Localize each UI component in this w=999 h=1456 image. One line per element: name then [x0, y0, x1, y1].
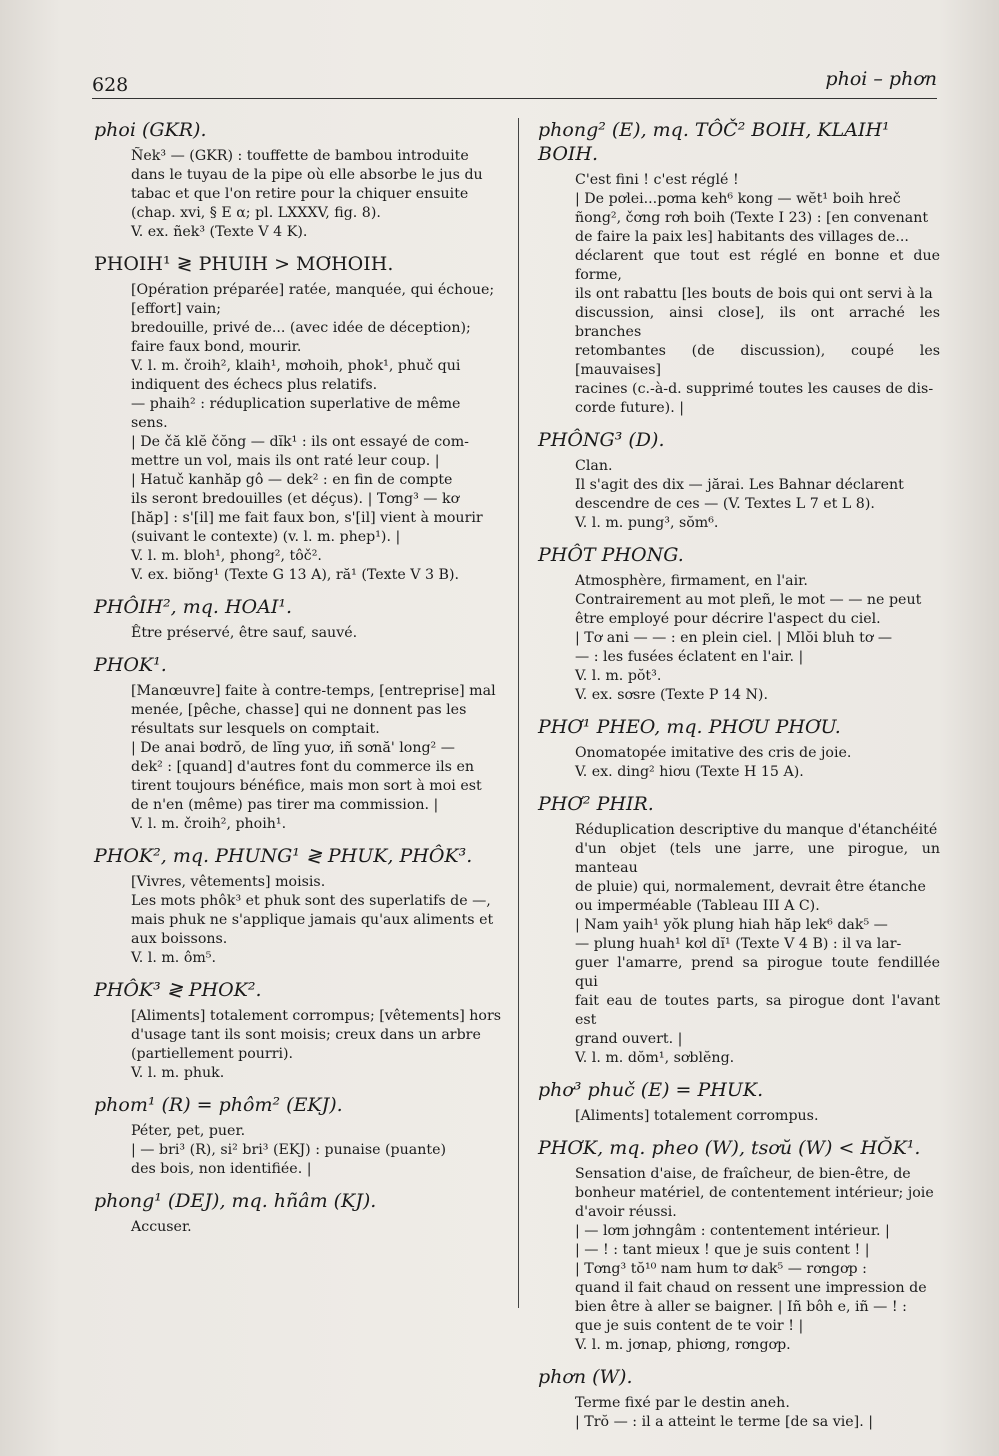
entry-line: ou imperméable (Tableau III A C). — [575, 898, 820, 914]
entry-body — [90, 1122, 508, 1179]
entry-line: bien être à aller se baigner. | Iñ bôh e, iñ — ! : — [575, 1299, 907, 1315]
entry-body — [90, 624, 508, 643]
entry-line: V. ex. biŏng¹ (Texte G 13 A), ră¹ (Texte V 3 B). — [131, 567, 459, 583]
entry-body — [534, 1165, 940, 1355]
entry-line: V. l. m. dŏm¹, sơblĕng. — [575, 1050, 735, 1066]
entry-line: grand ouvert. | — [575, 1031, 683, 1047]
entry-line: discussion, ainsi close], ils ont arraché les branches — [575, 305, 945, 340]
entry-line: de n'en (même) pas tirer ma commission. | — [131, 797, 439, 813]
entry-line: mais phuk ne s'applique jamais qu'aux aliments et — [131, 912, 494, 928]
entry-line: d'un objet (tels une jarre, une pirogue, un manteau — [575, 841, 945, 876]
entry-line: [hăp] : s'[il] me fait faux bon, s'[il] vient à mourir — [131, 510, 483, 526]
entry-line: | Trŏ — : il a atteint le terme [de sa vie]. | — [575, 1414, 874, 1430]
entry-headword: phơn (W). — [538, 1366, 633, 1388]
entry-line: V. ex. ding² hiơu (Texte H 15 A). — [575, 764, 804, 780]
entry-line: aux boissons. — [131, 931, 228, 947]
entry-line: ils ont rabattu [les bouts de bois qui ont servi à la — [575, 286, 933, 302]
dictionary-entry — [534, 543, 940, 705]
entry-line: Clan. — [575, 458, 613, 474]
dictionary-entry — [90, 978, 508, 1083]
dictionary-entry — [90, 1093, 508, 1179]
entry-line: [Aliments] totalement corrompus. — [575, 1108, 819, 1124]
entry-line: | — lơm jơhngâm : contentement intérieur. | — [575, 1223, 890, 1239]
dictionary-entry — [534, 428, 940, 533]
entry-line: d'avoir réussi. — [575, 1204, 677, 1220]
entry-line: Réduplication descriptive du manque d'étanchéité — [575, 822, 938, 838]
entry-body — [90, 873, 508, 968]
entry-line: Péter, pet, puer. — [131, 1123, 246, 1139]
entry-line: — : les fusées éclatent en l'air. | — [575, 649, 804, 665]
left-column — [90, 112, 508, 1247]
entry-line: tirent toujours bénéfice, mais mon sort à moi est — [131, 778, 482, 794]
entry-line: Onomatopée imitative des cris de joie. — [575, 745, 852, 761]
entry-line: mettre un vol, mais ils ont raté leur coup. | — [131, 453, 440, 469]
entry-headword: PHOK¹. — [94, 654, 167, 676]
running-head: phoi – phơn — [825, 68, 937, 90]
entry-headword: PHÔNG³ (D). — [538, 429, 665, 451]
entry-line: bonheur matériel, de contentement intérieur; joie — [575, 1185, 934, 1201]
entry-line: Il s'agit des dix — jărai. Les Bahnar déclarent — [575, 477, 904, 493]
page-header — [92, 66, 937, 99]
dictionary-entry — [534, 1365, 940, 1432]
entry-line: Terme fixé par le destin aneh. — [575, 1395, 790, 1411]
entry-line: Accuser. — [131, 1219, 192, 1235]
entry-line: résultats sur lesquels on comptait. — [131, 721, 380, 737]
dictionary-entry — [534, 118, 945, 418]
entry-body — [534, 1107, 940, 1126]
entry-body — [90, 147, 508, 242]
entry-line: Contrairement au mot pleñ, le mot — — ne peut — [575, 592, 922, 608]
entry-line: C'est fini ! c'est réglé ! — [575, 172, 739, 188]
dictionary-entry — [90, 595, 508, 643]
dictionary-entry — [90, 653, 508, 834]
dictionary-entry — [90, 844, 508, 968]
entry-line: [Opération préparée] ratée, manquée, qui échoue; — [131, 282, 495, 298]
entry-line: Ñek³ — (GKR) : touffette de bambou introduite — [131, 148, 469, 164]
dictionary-entry — [90, 1189, 508, 1237]
entry-line: retombantes (de discussion), coupé les [mauvaises] — [575, 343, 945, 378]
entry-line: bredouille, privé de... (avec idée de déception); — [131, 320, 471, 336]
dictionary-entry — [534, 1078, 940, 1126]
entry-line: V. ex. sơsre (Texte P 14 N). — [575, 687, 768, 703]
dictionary-entry — [90, 118, 508, 242]
entry-line: (suivant le contexte) (v. l. m. phep¹). | — [131, 529, 401, 545]
entry-line: V. l. m. ôm⁵. — [131, 950, 217, 966]
entry-line: | Nam yaih¹ yŏk plung hiah hăp lek⁶ dak⁵ — — [575, 917, 888, 933]
entry-line: V. l. m. čroih², phoih¹. — [131, 816, 287, 832]
entry-line: fait eau de toutes parts, sa pirogue dont l'avant est — [575, 993, 945, 1028]
entry-line: dek² : [quand] d'autres font du commerce ils en — [131, 759, 474, 775]
dictionary-entry — [534, 792, 945, 1068]
entry-headword: PHÔIH², mq. HOAI¹. — [94, 596, 292, 618]
entry-headword: PHOK², mq. PHUNG¹ ≷ PHUK, PHÔK³. — [94, 845, 473, 867]
entry-body — [534, 572, 940, 705]
entry-line: ñong², čơng rơh boih (Texte I 23) : [en convenant — [575, 210, 929, 226]
entry-line: (partiellement pourri). — [131, 1046, 294, 1062]
entry-line: guer l'amarre, prend sa pirogue toute fendillée qui — [575, 955, 945, 990]
entry-line: [Manœuvre] faite à contre-temps, [entreprise] mal — [131, 683, 496, 699]
entry-line: sens. — [131, 415, 168, 431]
entry-body — [90, 281, 508, 585]
entry-headword: phơ³ phuč (E) = PHUK. — [538, 1079, 764, 1101]
entry-line: | Tơng³ tŏ¹⁰ nam hum tơ dak⁵ — rơngơp : — [575, 1261, 867, 1277]
entry-line: descendre de ces — (V. Textes L 7 et L 8). — [575, 496, 875, 512]
entry-line: | De čă klĕ čŏng — dĭk¹ : ils ont essayé de com- — [131, 434, 469, 450]
entry-headword: phong² (E), mq. TÔČ² BOIH, KLAIH¹ BOIH. — [538, 119, 890, 165]
page-number: 628 — [92, 74, 129, 96]
dictionary-entry — [90, 252, 508, 585]
entry-line: | Hatuč kanhăp gô — dek² : en fin de compte — [131, 472, 453, 488]
entry-line: de faire la paix les] habitants des villages de... — [575, 229, 909, 245]
entry-headword: PHOIH¹ ≷ PHUIH > MƠHOIH. — [94, 253, 394, 275]
entry-line: V. l. m. pŏt³. — [575, 668, 662, 684]
entry-body — [534, 171, 945, 418]
entry-line: V. l. m. jơnap, phiơng, rơngơp. — [575, 1337, 791, 1353]
entry-line: | — ! : tant mieux ! que je suis content ! | — [575, 1242, 870, 1258]
entry-body — [90, 682, 508, 834]
entry-line: [effort] vain; — [131, 301, 222, 317]
dictionary-entry — [534, 715, 940, 782]
entry-body — [534, 821, 945, 1068]
entry-body — [534, 1394, 940, 1432]
entry-line: de pluie) qui, normalement, devrait être étanche — [575, 879, 926, 895]
entry-line: racines (c.-à-d. supprimé toutes les causes de dis- — [575, 381, 934, 397]
entry-line: des bois, non identifiée. | — [131, 1161, 312, 1177]
entry-headword: PHƠ¹ PHEO, mq. PHƠU PHƠU. — [538, 716, 841, 738]
entry-line: V. l. m. čroih², klaih¹, mơhoih, phok¹, phuč qui — [131, 358, 461, 374]
entry-line: indiquent des échecs plus relatifs. — [131, 377, 378, 393]
entry-body — [90, 1218, 508, 1237]
entry-line: | Tơ ani — — : en plein ciel. | Mlŏi bluh tơ — — [575, 630, 893, 646]
entry-line: V. l. m. phuk. — [131, 1065, 225, 1081]
entry-line: [Vivres, vêtements] moisis. — [131, 874, 326, 890]
entry-line: faire faux bond, mourir. — [131, 339, 302, 355]
entry-line: Sensation d'aise, de fraîcheur, de bien-être, de — [575, 1166, 911, 1182]
entry-line: [Aliments] totalement corrompus; [vêtements] hors — [131, 1008, 502, 1024]
entry-line: menée, [pêche, chasse] qui ne donnent pas les — [131, 702, 467, 718]
entry-line: | De pơlei...pơma keh⁶ kong — wĕt¹ boih hreč — [575, 191, 901, 207]
right-column — [534, 112, 945, 1442]
entry-line: — phaih² : réduplication superlative de même — [131, 396, 461, 412]
entry-line: (chap. xvi, § E α; pl. LXXXV, fig. 8). — [131, 205, 381, 221]
entry-line: tabac et que l'on retire pour la chiquer ensuite — [131, 186, 469, 202]
entry-headword: phong¹ (DEJ), mq. hñâm (KJ). — [94, 1190, 377, 1212]
entry-headword: PHÔT PHONG. — [538, 544, 684, 566]
dictionary-entry — [534, 1136, 940, 1355]
entry-line: Être préservé, être sauf, sauvé. — [131, 625, 358, 641]
entry-line: que je suis content de te voir ! | — [575, 1318, 804, 1334]
entry-body — [534, 744, 940, 782]
entry-headword: PHƠ² PHIR. — [538, 793, 654, 815]
entry-line: V. l. m. bloh¹, phong², tôč². — [131, 548, 322, 564]
entry-line: corde future). | — [575, 400, 684, 416]
entry-headword: phoi (GKR). — [94, 119, 207, 141]
entry-headword: PHƠK, mq. pheo (W), tsơŭ (W) < HŎK¹. — [538, 1137, 921, 1159]
entry-line: être employé pour décrire l'aspect du ciel. — [575, 611, 881, 627]
entry-line: V. ex. ñek³ (Texte V 4 K). — [131, 224, 308, 240]
entry-line: d'usage tant ils sont moisis; creux dans un arbre — [131, 1027, 481, 1043]
entry-line: V. l. m. pung³, sŏm⁶. — [575, 515, 719, 531]
entry-line: Atmosphère, firmament, en l'air. — [575, 573, 808, 589]
entry-line: Les mots phôk³ et phuk sont des superlatifs de —, — [131, 893, 491, 909]
entry-line: quand il fait chaud on ressent une impression de — [575, 1280, 927, 1296]
entry-line: — plung huah¹ kơl dĭ¹ (Texte V 4 B) : il va lar- — [575, 936, 902, 952]
entry-headword: PHÔK³ ≷ PHOK². — [94, 979, 262, 1001]
entry-line: ils seront bredouilles (et déçus). | Tơng³ — kơ — [131, 491, 460, 507]
entry-line: dans le tuyau de la pipe où elle absorbe le jus du — [131, 167, 483, 183]
entry-headword: phom¹ (R) = phôm² (EKJ). — [94, 1094, 343, 1116]
entry-body — [90, 1007, 508, 1083]
entry-body — [534, 457, 940, 533]
column-divider — [518, 118, 519, 1308]
entry-line: | De anai bơdrŏ, de lĭng yuơ, iñ sơnă' long² — — [131, 740, 455, 756]
entry-line: | — bri³ (R), si² bri³ (EKJ) : punaise (puante) — [131, 1142, 447, 1158]
entry-line: déclarent que tout est réglé en bonne et due forme, — [575, 248, 945, 283]
